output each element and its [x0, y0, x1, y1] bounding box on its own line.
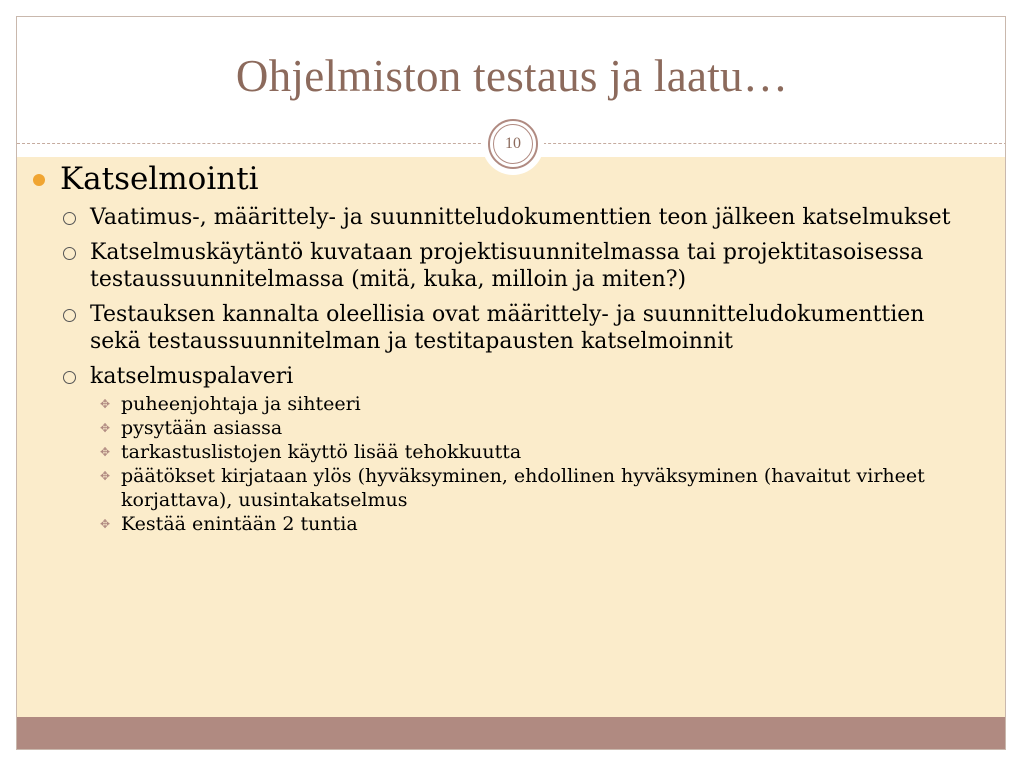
cross-star-bullet-icon: ✥: [100, 397, 111, 411]
sub-list-item: [30, 464, 975, 512]
sub-list-item: [30, 512, 975, 536]
cross-star-bullet-icon: ✥: [100, 517, 111, 531]
sub-list: [30, 392, 975, 536]
list-item: [30, 239, 975, 293]
list-item-text: Katselmuskäytäntö kuvataan projektisuunnitelmassa tai projektitasoisessa testaussuunnitelmassa (mitä, kuka, milloin ja miten?): [90, 240, 924, 292]
sub-list-item: [30, 416, 975, 440]
sub-list-item-text: puheenjohtaja ja sihteeri: [121, 393, 361, 415]
sub-list-item-text: pysytään asiassa: [121, 417, 283, 439]
list-item-text: katselmuspalaveri: [90, 364, 294, 389]
bullet-heading: [30, 160, 975, 198]
slide-title: Ohjelmiston testaus ja laatu…: [235, 51, 789, 101]
list-item-text: Vaatimus-, määrittely- ja suunnitteludokumenttien teon jälkeen katselmukset: [90, 205, 951, 230]
hollow-circle-bullet-icon: [63, 247, 76, 260]
sub-list-item-text: tarkastuslistojen käyttö lisää tehokkuutta: [121, 441, 522, 463]
sub-list-item: [30, 392, 975, 416]
sub-list-item: [30, 440, 975, 464]
slide-content: [30, 160, 975, 536]
list-item: [30, 204, 975, 231]
sub-list-item-text: päätökset kirjataan ylös (hyväksyminen, ehdollinen hyväksyminen (havaitut virheet korjattava), uusintakatselmus: [121, 465, 925, 511]
heading-text: Katselmointi: [60, 161, 259, 197]
sub-list-item-text: Kestää enintään 2 tuntia: [121, 513, 358, 535]
list-item: [30, 301, 975, 355]
hollow-circle-bullet-icon: [63, 212, 76, 225]
filled-circle-bullet-icon: [33, 174, 45, 186]
hollow-circle-bullet-icon: [63, 371, 76, 384]
page-number-badge: 10: [493, 124, 533, 164]
cross-star-bullet-icon: ✥: [100, 469, 111, 483]
list-item-text: Testauksen kannalta oleellisia ovat määrittely- ja suunnitteludokumenttien sekä testaussuunnitelman ja testitapausten katselmoinnit: [90, 302, 925, 354]
cross-star-bullet-icon: ✥: [100, 445, 111, 459]
list-item: [30, 363, 975, 390]
cross-star-bullet-icon: ✥: [100, 421, 111, 435]
footer-bar: [17, 717, 1006, 750]
hollow-circle-bullet-icon: [63, 309, 76, 322]
